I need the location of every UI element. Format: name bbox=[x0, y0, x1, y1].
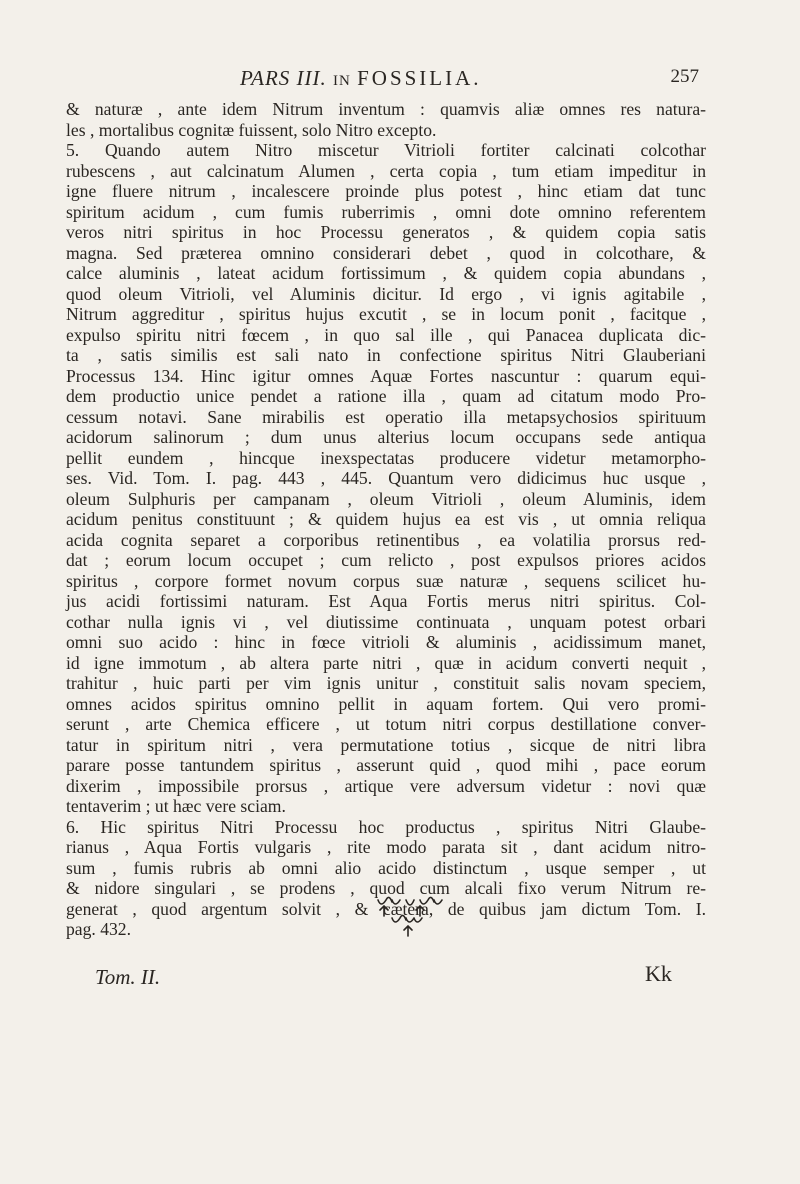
text-line: dat ; eorum locum occupet ; cum relicto , post expulsos priores acidos bbox=[66, 550, 706, 570]
text-line: ses. Vid. Tom. I. pag. 443 , 445. Quantum vero didicimus huc usque , bbox=[66, 468, 706, 488]
running-header bbox=[0, 66, 800, 96]
text-line: spiritus , corpore formet novum corpus suæ naturæ , sequens scilicet hu- bbox=[66, 570, 706, 591]
text-line: 5. Quando autem Nitro miscetur Vitrioli fortiter calcinati colcothar bbox=[66, 140, 706, 160]
text-line: les , mortalibus cognitæ fuissent, solo Nitro excepto. bbox=[66, 119, 437, 140]
text-line: ta , satis similis est sali nato in confectione spiritus Nitri Glauberiani bbox=[66, 345, 706, 365]
text-line: acidum penitus constituunt ; & quidem hujus ea est vis , ut omnia reliqua bbox=[66, 509, 706, 529]
text-line: sum , fumis rubris ab omni alio acido distinctum , usque semper , ut bbox=[66, 857, 706, 878]
gathering-signature: Kk bbox=[645, 961, 672, 986]
text-line: pag. 432. bbox=[66, 919, 131, 939]
running-title-part: PARS bbox=[240, 66, 291, 90]
text-line: veros nitri spiritus in hoc Processu generatos , & quidem copia satis bbox=[66, 222, 706, 242]
text-line: generat , quod argentum solvit , & cætera, de quibus jam dictum Tom. I. bbox=[66, 898, 706, 919]
text-line: tatur in spiritum nitri , vera permutatione totius , sicque de nitri libra bbox=[66, 734, 706, 755]
running-title-part-number: III. bbox=[296, 66, 327, 90]
text-line: pellit eundem , hincque inexspectatas producere videtur metamorpho- bbox=[66, 447, 706, 468]
text-line: acida cognita separet a corporibus retinentibus , ea volatilia prorsus red- bbox=[66, 529, 706, 550]
printers-ornament-icon bbox=[370, 894, 450, 944]
running-title-in: IN bbox=[333, 73, 351, 89]
text-line: expulso spiritu nitri fœcem , in quo sal ille , qui Panacea duplicata dic- bbox=[66, 324, 706, 345]
text-line: serunt , arte Chemica efficere , ut totum nitri corpus destillatione conver- bbox=[66, 714, 706, 734]
text-line: calce aluminis , lateat acidum fortissimum , & quidem copia abundans , bbox=[66, 263, 706, 283]
text-line: Nitrum aggreditur , spiritus hujus excutit , se in locum ponit , facitque , bbox=[66, 304, 706, 324]
text-line: omnes acidos spiritus omnino pellit in aquam fortem. Qui vero promi- bbox=[66, 693, 706, 714]
text-line: tentaverim ; ut hæc vere sciam. bbox=[66, 796, 286, 816]
page-number: 257 bbox=[670, 66, 699, 87]
text-line: trahitur , huic parti per vim ignis unitur , constituit salis novam speciem, bbox=[66, 673, 706, 693]
text-line: igne fluere nitrum , incalescere proinde plus potest , hinc etiam dat tunc bbox=[66, 181, 706, 201]
text-line: parare posse tantundem spiritus , asserunt quid , quod mihi , pace eorum bbox=[66, 755, 706, 775]
text-line: & naturæ , ante idem Nitrum inventum : quamvis aliæ omnes res natura- bbox=[66, 99, 706, 119]
text-line: 6. Hic spiritus Nitri Processu hoc productus , spiritus Nitri Glaube- bbox=[66, 816, 706, 837]
text-line: cessum notavi. Sane mirabilis est operatio illa metapsychosios spirituum bbox=[66, 406, 706, 427]
text-line: magna. Sed præterea omnino considerari debet , quod in colcothare, & bbox=[66, 242, 706, 263]
text-line: spiritum acidum , cum fumis ruberrimis , omni dote omnino referentem bbox=[66, 201, 706, 222]
text-line: quod oleum Vitrioli, vel Aluminis dicitur. Id ergo , vi ignis agitabile , bbox=[66, 283, 706, 304]
text-line: jus acidi fortissimi naturam. Est Aqua Fortis merus nitri spiritus. Col- bbox=[66, 591, 706, 611]
text-line: oleum Sulphuris per campanam , oleum Vitrioli , oleum Aluminis, idem bbox=[66, 488, 706, 509]
text-line: rubescens , aut calcinatum Alumen , certa copia , tum etiam impeditur in bbox=[66, 160, 706, 181]
body-text bbox=[66, 99, 706, 940]
running-title-subject: FOSSILIA. bbox=[357, 66, 482, 90]
text-line: rianus , Aqua Fortis vulgaris , rite modo parata sit , dant acidum nitro- bbox=[66, 837, 706, 857]
volume-signature: Tom. II. bbox=[95, 965, 161, 989]
running-title bbox=[240, 66, 482, 91]
text-line: acidorum salinorum ; dum unus alterius locum occupans sede antiqua bbox=[66, 427, 706, 447]
text-line: dem productio unice pendet a ratione illa , quam ad citatum modo Pro- bbox=[66, 386, 706, 406]
text-line: cothar nulla ignis vi , vel diutissime continuata , unquam potest orbari bbox=[66, 611, 706, 632]
text-line: omni suo acido : hinc in fœce vitrioli & aluminis , acidissimum manet, bbox=[66, 632, 706, 652]
text-line: dixerim , impossibile prorsus , artique vere adversum videtur : novi quæ bbox=[66, 775, 706, 796]
text-line: & nidore singulari , se prodens , quod cum alcali fixo verum Nitrum re- bbox=[66, 878, 706, 898]
text-line: id igne immotum , ab altera parte nitri , quæ in acidum converti nequit , bbox=[66, 652, 706, 673]
text-line: Processus 134. Hinc igitur omnes Aquæ Fortes nascuntur : quarum equi- bbox=[66, 365, 706, 386]
